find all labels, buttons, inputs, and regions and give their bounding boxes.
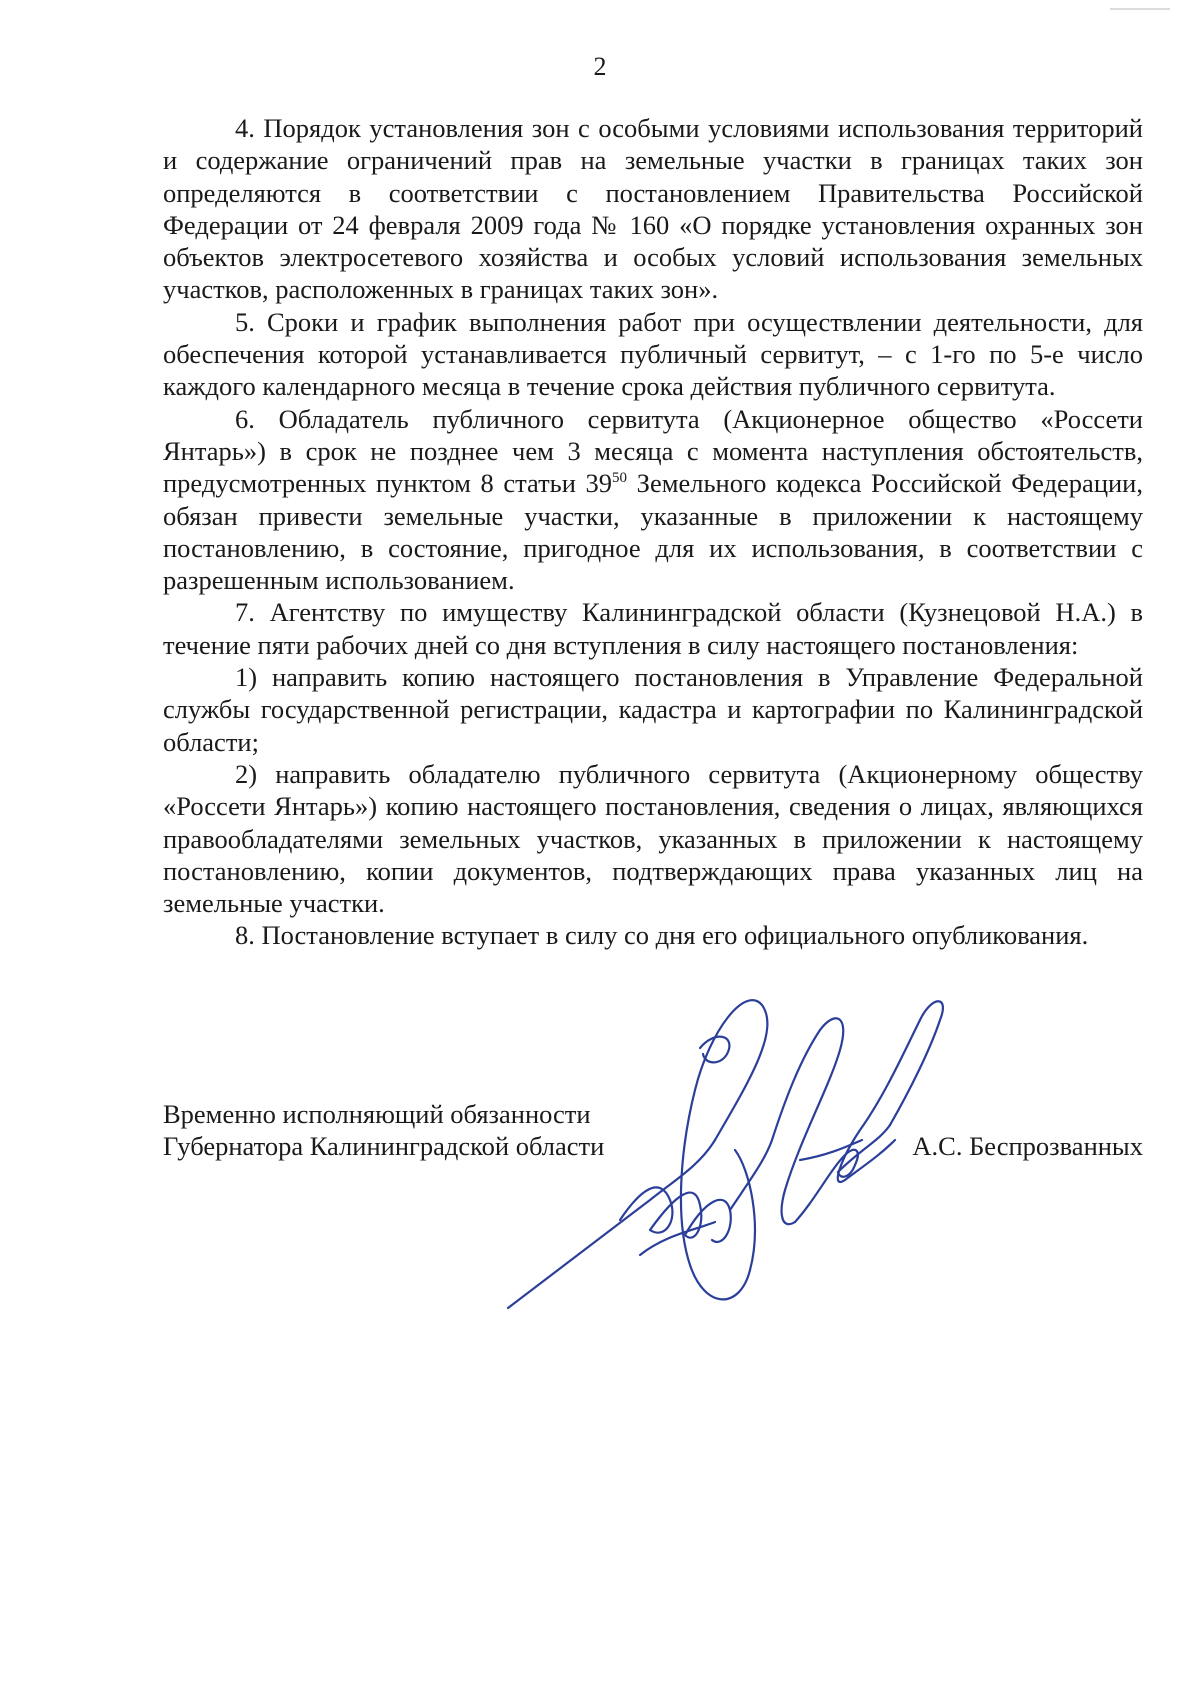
signer-position-line-1: Временно исполняющий обязанности bbox=[163, 1099, 591, 1129]
handwritten-signature bbox=[500, 990, 1020, 1350]
paragraph-7-item-1: 1) направить копию настоящего постановления в Управление Федеральной службы государственной регистрации, кадастра и картографии по Калининградской области; bbox=[163, 662, 1143, 757]
paragraph-4: 4. Порядок установления зон с особыми условиями использования территорий и содержание ограничений прав на земельные участки в границах таких зон определяются в соответствии с постановлением Правительства Российской Федерации от 24 февраля 2009 года № 160 «О порядке установления охранных зон объектов электросетевого хозяйства и особых условий использования земельных участков, расположенных в границах таких зон». bbox=[163, 113, 1143, 305]
document-body bbox=[163, 112, 1143, 952]
page-number: 2 bbox=[593, 52, 607, 81]
paragraph-8: 8. Постановление вступает в силу со дня его официального опубликования. bbox=[235, 920, 1089, 951]
paragraph-6 bbox=[163, 403, 1143, 597]
paragraph-7-item-2: 2) направить обладателю публичного сервитута (Акционерному обществу «Россети Янтарь») копию настоящего постановления, сведения о лицах, являющихся правообладателями земельных участков, указанных в приложении к настоящему постановлению, копии документов, подтверждающих права указанных лиц на земельные участки. bbox=[163, 758, 1143, 919]
signer-name: А.С. Беспрозванных bbox=[912, 1131, 1143, 1161]
paragraph-5: 5. Сроки и график выполнения работ при осуществлении деятельности, для обеспечения которой устанавливается публичный сервитут, – с 1-го по 5-е число каждого календарного месяца в течение срока действия публичного сервитута. bbox=[163, 306, 1143, 402]
scan-artifact bbox=[1110, 8, 1170, 10]
paragraph-7: 7. Агентству по имуществу Калининградской области (Кузнецовой Н.А.) в течение пяти рабочих дней со дня вступления в силу настоящего постановления: bbox=[163, 597, 1143, 660]
paragraph-6-superscript: 50 bbox=[612, 470, 628, 487]
signer-position-line-2: Губернатора Калининградской области bbox=[163, 1131, 605, 1161]
paragraph-6-text-after: Земельного кодекса Российской Федерации, обязан привести земельные участки, указанные в приложении к настоящему постановлению, в состояние, пригодное для их использования, в соответствии с разрешенным использованием. bbox=[163, 468, 1143, 596]
paragraph-6-text-before: 6. Обладатель публичного сервитута (Акционерное общество «Россети Янтарь») в срок не позднее чем 3 месяца с момента наступления обстоятельств, предусмотренных пунктом 8 статьи 39 bbox=[163, 403, 1143, 499]
